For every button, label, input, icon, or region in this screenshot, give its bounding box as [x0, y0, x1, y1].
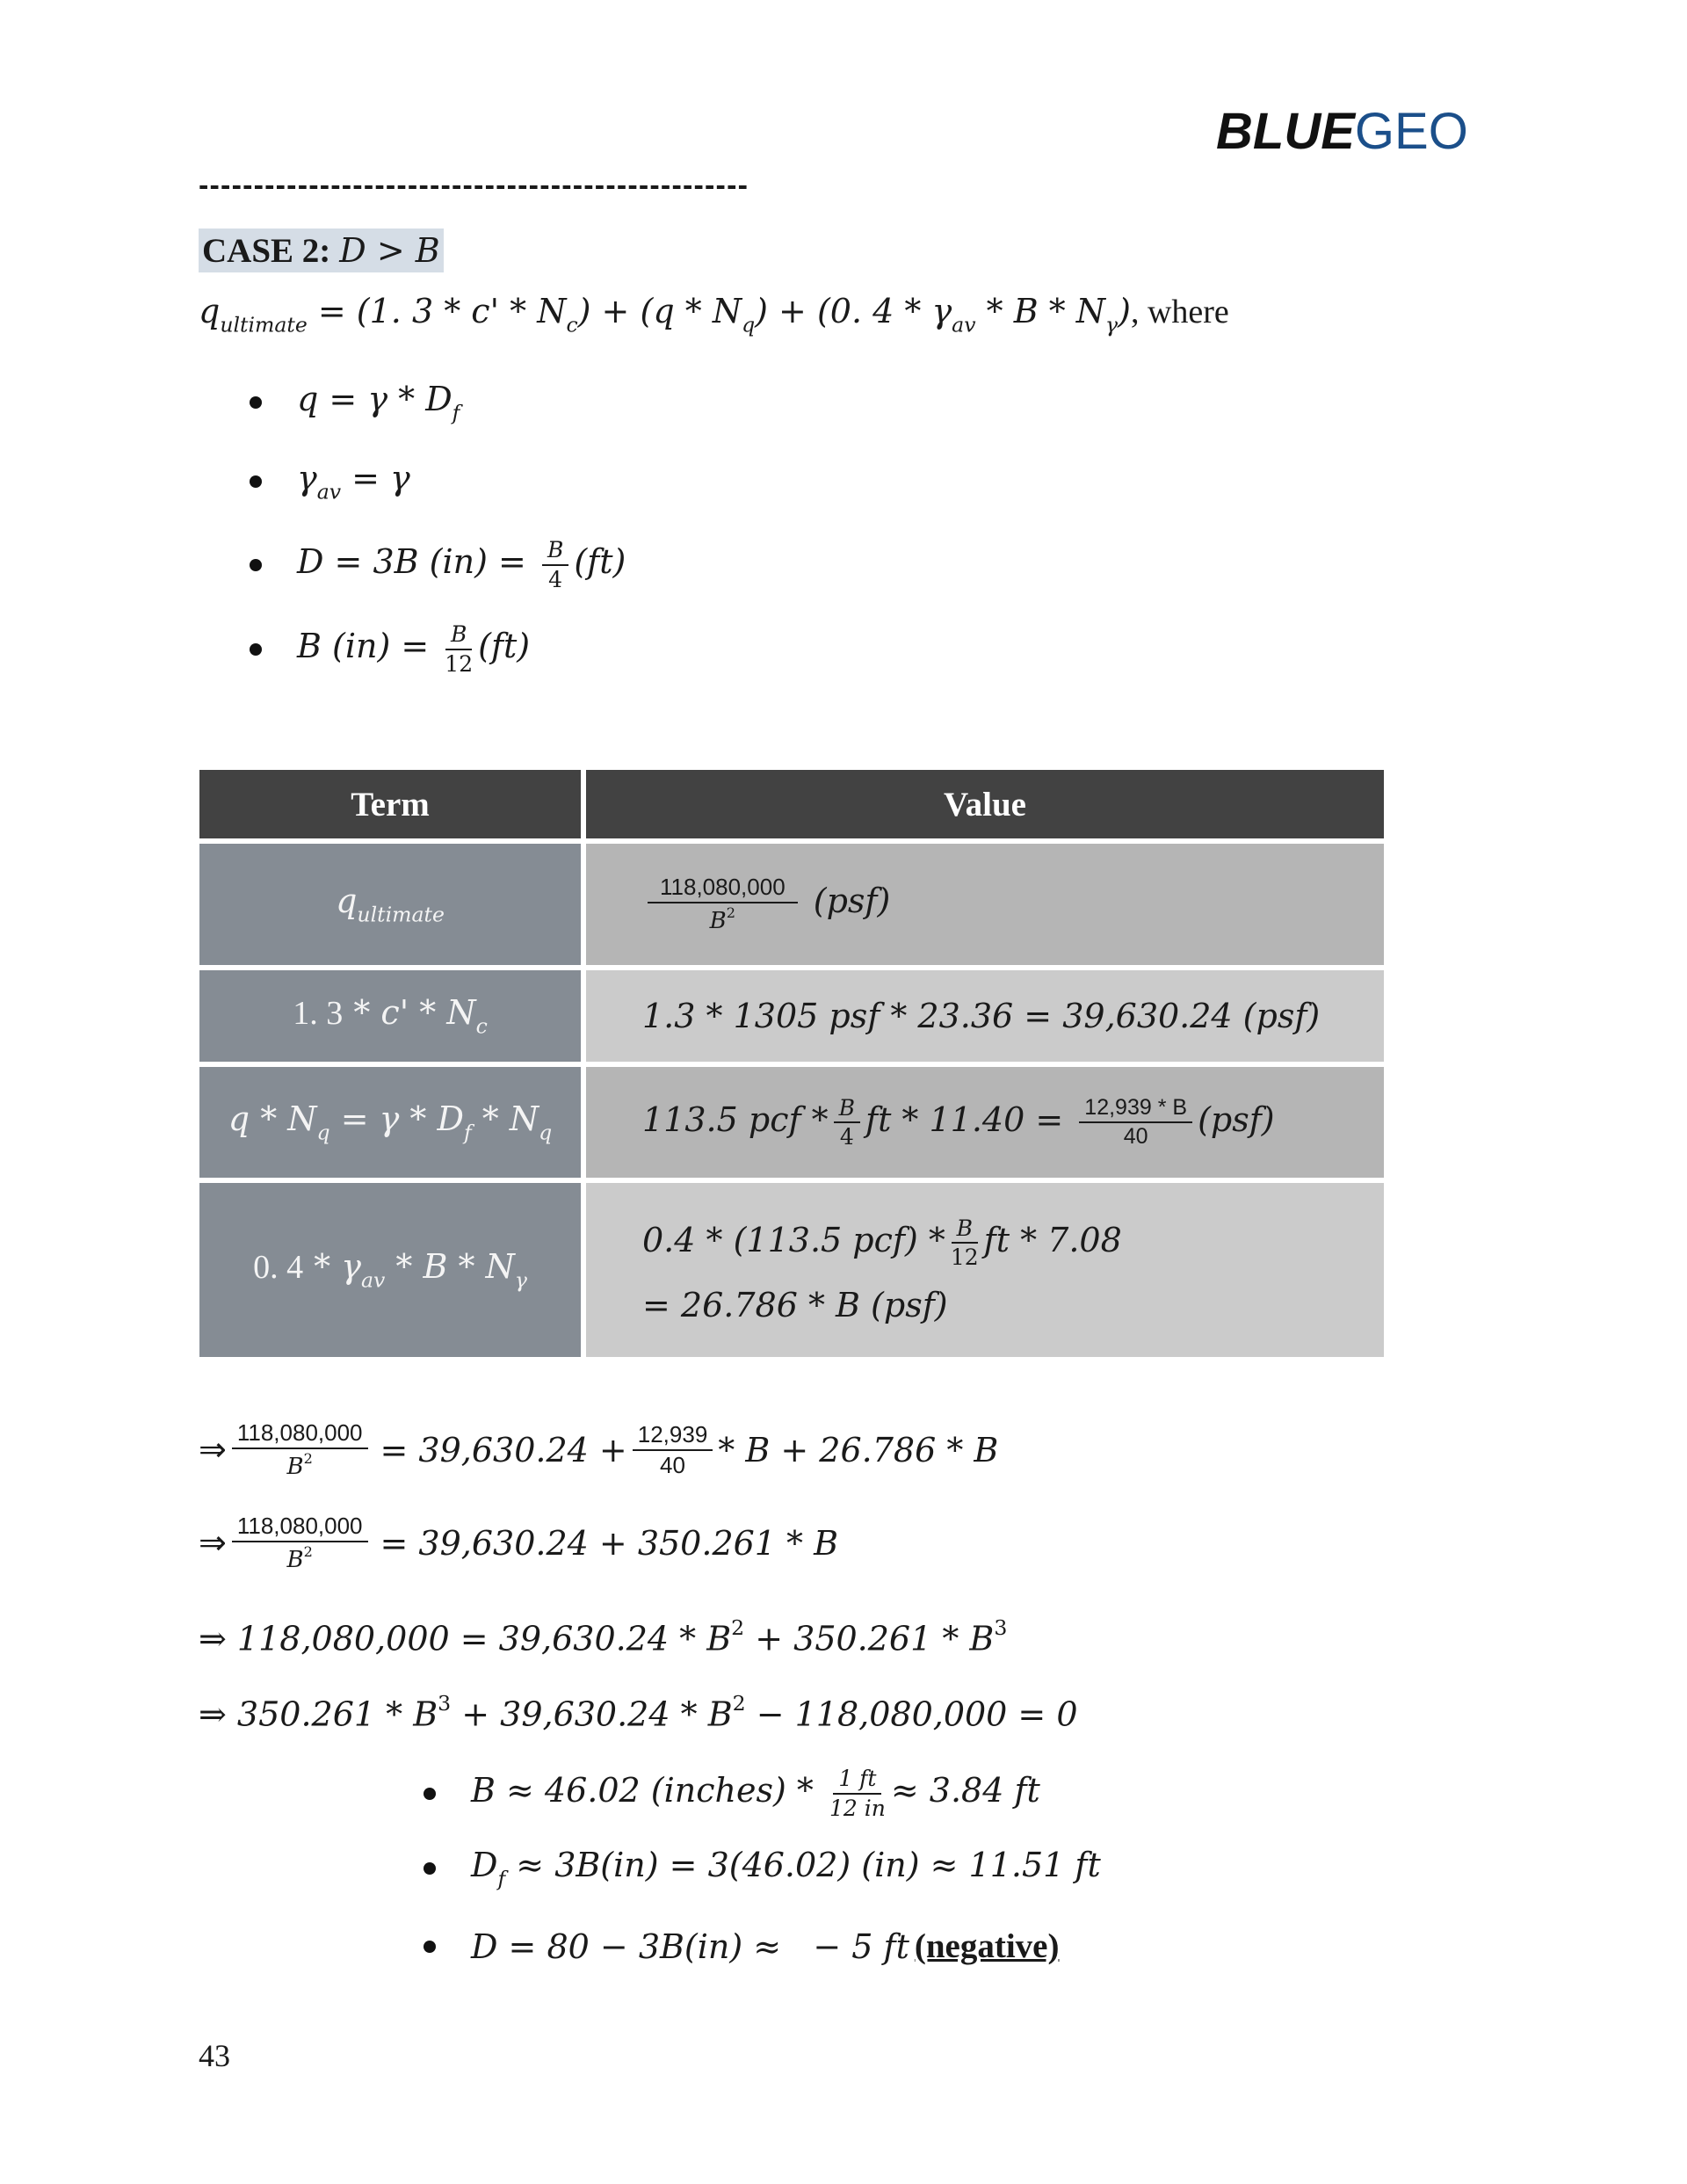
result-d: D = 80 − 3B(in) ≈ − 5 ft (negative): [424, 1926, 1059, 1966]
logo-light-text: GEO: [1354, 103, 1468, 160]
header-value: Value: [586, 770, 1384, 838]
bullet-icon: [250, 643, 262, 656]
header-term: Term: [199, 770, 581, 838]
value-q-ultimate: $\frac{118,080,000}{B^2}$ (psf): [586, 844, 1384, 965]
bullet-icon: [424, 1862, 436, 1875]
table-row: [199, 844, 1384, 965]
bullet-icon: [424, 1788, 436, 1800]
bluegeo-logo: [1216, 102, 1468, 161]
definition-b: B (in) = $\frac{B}{12}$ (ft): [250, 622, 530, 676]
definition-gamma: $\gamma_{av} = \gamma$: [250, 459, 410, 504]
table-row: [199, 970, 1384, 1062]
dashed-divider: --------------------------------------------------: [199, 169, 749, 202]
result-b: B ≈ 46.02 (inches) * $\frac{1 ft}{12 in}$ ≈ 3.84 ft: [424, 1767, 1040, 1820]
result-df: $D_f \approx 3B(in) = 3(46.02) (in) \approx 11.51$ ft: [424, 1846, 1101, 1891]
where-text: , where: [1130, 294, 1229, 330]
bullet-icon: [250, 559, 262, 571]
case-label: CASE 2:: [202, 231, 331, 270]
case-heading: [199, 229, 444, 272]
page-number: 43: [199, 2038, 230, 2073]
bearing-capacity-table: [194, 765, 1389, 1362]
definition-df: D = 3B (in) = $\frac{B}{4}$ (ft): [250, 538, 626, 591]
bullet-icon: [424, 1941, 436, 1953]
negative-note: (negative): [914, 1927, 1060, 1965]
derivation-line-2: ⇒ $\frac{118,080,000}{B^2}$ = 39,630.24 + 350.261 * B: [199, 1513, 839, 1573]
table-row: [199, 1067, 1384, 1178]
bullet-icon: [250, 475, 262, 488]
term-self-weight: 0. $4 * \gamma_{av}$ * B * $N_\gamma$: [199, 1183, 581, 1357]
value-cohesion: 1.3 * 1305 psf * 23.36 = 39,630.24 (psf): [586, 970, 1384, 1062]
value-self-weight: 0.4 * (113.5 pcf) * $\frac{B}{12}$ ft * 7.08 = 26.786 * B (psf): [586, 1183, 1384, 1357]
table-row: [199, 1183, 1384, 1357]
bullet-icon: [250, 396, 262, 409]
term-cohesion: 1. 3 * c' * $N_c$: [199, 970, 581, 1062]
definition-q: $q = \gamma * D_f$: [250, 380, 460, 425]
table-header-row: [199, 770, 1384, 838]
term-surcharge: $q * N_q = \gamma * D_f * N_q$: [199, 1067, 581, 1178]
derivation-line-1: ⇒ $\frac{118,080,000}{B^2}$ = 39,630.24 + $\frac{12,939}{40}$ * B + 26.786 * B: [199, 1419, 999, 1480]
value-surcharge: 113.5 pcf * $\frac{B}{4}$ ft * 11.40 = $\frac{12,939 * B}{40}$ (psf): [586, 1067, 1384, 1178]
term-q-ultimate: $q_{ultimate}$: [199, 844, 581, 965]
logo-bold-text: BLUE: [1216, 103, 1355, 160]
main-equation: $q_{ultimate} = (1$. $3 * c' * N_c) + (q * N_q) + (0$. $4 * \gamma_{av}$ * B * $N_\gamma$), where: [199, 292, 1229, 337]
derivation-line-4: ⇒ $350.261 * B^3 + 39,630.24 * B^2 - 118,080,000 = 0$: [199, 1691, 1078, 1734]
case-condition: D > B: [339, 231, 440, 270]
derivation-line-3: ⇒ $118,080,000 = 39,630.24 * B^2 + 350.261 * B^3$: [199, 1615, 1008, 1658]
